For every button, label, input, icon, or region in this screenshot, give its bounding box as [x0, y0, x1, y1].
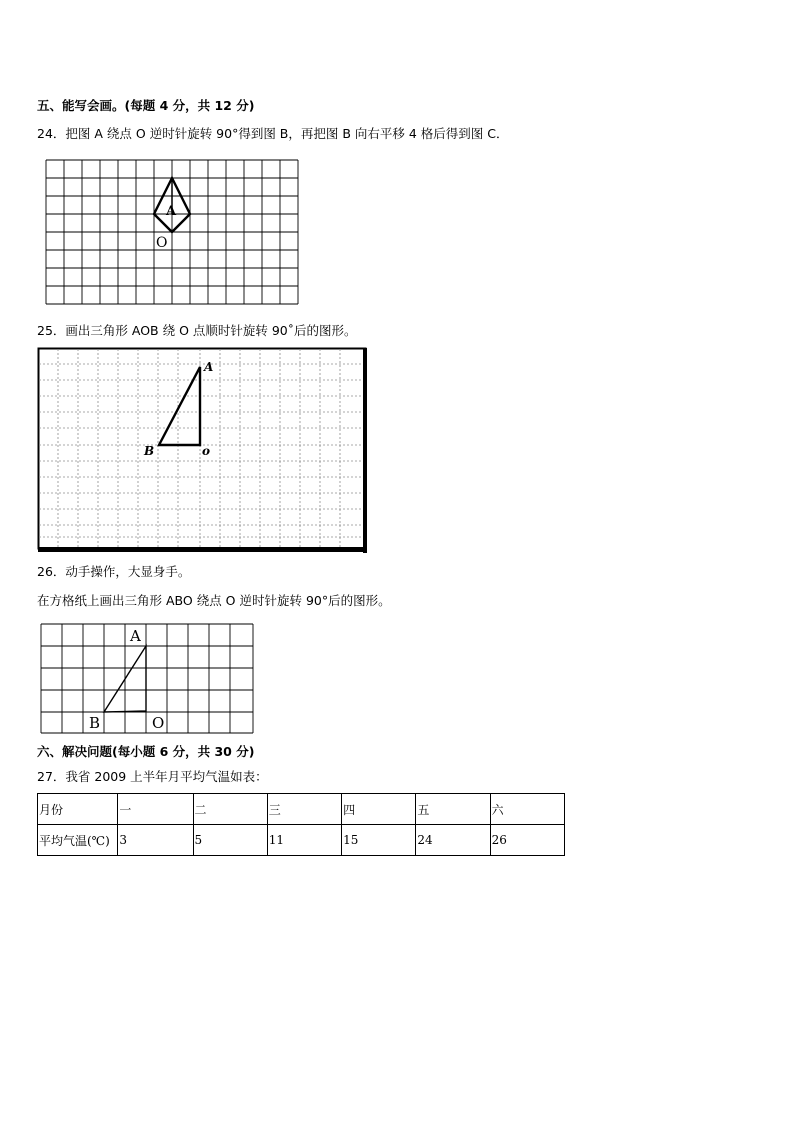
table-month-3: 三 [267, 794, 341, 825]
table-month-4: 四 [342, 794, 416, 825]
table-row-values [38, 825, 565, 856]
q25-label-b: B [144, 444, 155, 458]
q25-grid-figure [37, 347, 369, 553]
table-value-1: 3 [118, 825, 193, 856]
q24-label-o: O [156, 235, 168, 251]
q26-label-o: O [152, 714, 165, 732]
table-value-6: 26 [490, 825, 564, 856]
table-month-5: 五 [416, 794, 490, 825]
table-value-5: 24 [416, 825, 490, 856]
section-5-heading: 五、能写会画。(每题 4 分，共 12 分) [37, 98, 255, 113]
table-value-4: 15 [342, 825, 416, 856]
table-row-header [38, 794, 565, 825]
question-27-text: 27．我省 2009 上半年月平均气温如表： [37, 769, 268, 784]
q24-label-a: A [166, 204, 177, 219]
q25-label-a: A [204, 360, 214, 374]
question-25-text: 25．画出三角形 AOB 绕 O 点顺时针旋转 90˚后的图形。 [37, 323, 357, 338]
q26-grid-lines [41, 624, 253, 733]
q24-grid-figure [44, 158, 300, 308]
table-row-label: 平均气温(℃) [38, 825, 118, 856]
q25-label-o: o [202, 444, 211, 458]
question-24-text: 24．把图 A 绕点 O 逆时针旋转 90°得到图 B，再把图 B 向右平移 4 格后得到图 C． [37, 126, 509, 141]
q26-grid-figure [40, 623, 256, 735]
q26-label-a: A [130, 627, 141, 645]
table-value-2: 5 [193, 825, 267, 856]
section-6-heading: 六、解决问题(每小题 6 分，共 30 分) [37, 744, 255, 759]
table-month-2: 二 [193, 794, 267, 825]
table-month-6: 六 [490, 794, 564, 825]
q26-label-b: B [89, 714, 101, 732]
question-26-text: 26．动手操作，大显身手。 [37, 564, 191, 579]
temperature-table [37, 793, 565, 856]
table-month-1: 一 [118, 794, 193, 825]
question-26-subtext: 在方格纸上画出三角形 ABO 绕点 O 逆时针旋转 90°后的图形。 [37, 593, 391, 608]
table-value-3: 11 [267, 825, 341, 856]
table-header-label: 月份 [38, 794, 118, 825]
